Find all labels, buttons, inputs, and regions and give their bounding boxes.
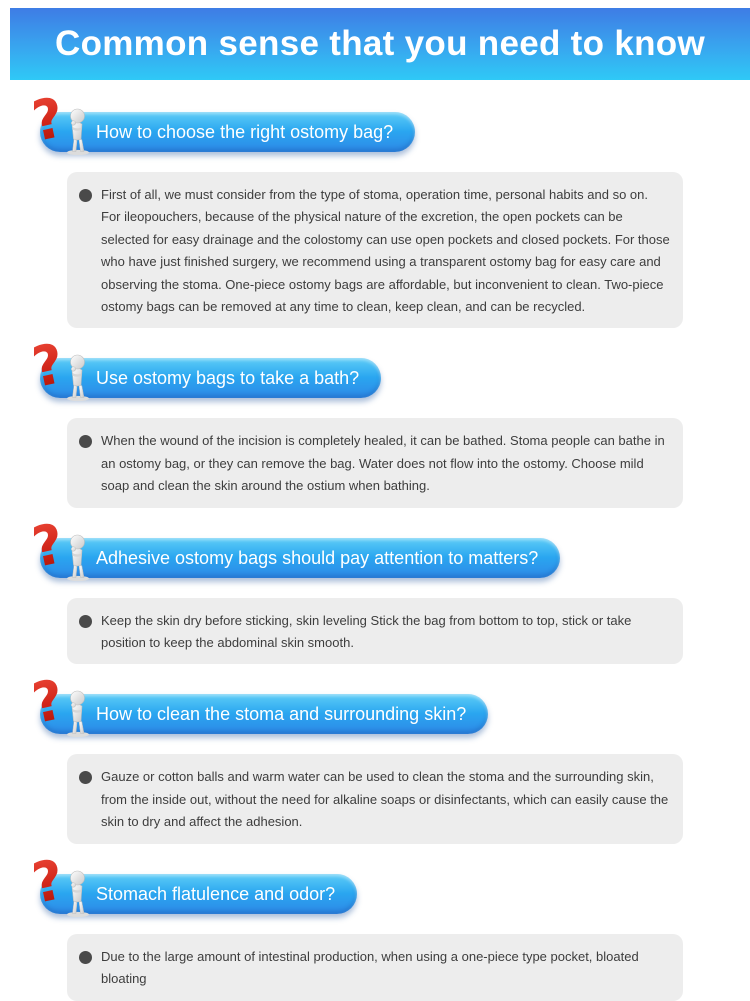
question-row — [40, 358, 750, 398]
question-row — [40, 694, 750, 734]
faq-section-2 — [40, 358, 750, 507]
question-text: How to clean the stoma and surrounding skin? — [96, 704, 467, 725]
answer-box — [67, 172, 683, 328]
question-row — [40, 874, 750, 914]
answer-box — [67, 754, 683, 843]
faq-section-1 — [40, 112, 750, 328]
question-mark-figure-icon — [34, 514, 94, 582]
question-banner — [40, 538, 560, 578]
question-mark-figure-icon — [34, 670, 94, 738]
faq-section-5 — [40, 874, 750, 1001]
page-header — [10, 8, 750, 80]
answer-box — [67, 934, 683, 1001]
question-text: Use ostomy bags to take a bath? — [96, 368, 360, 389]
question-banner — [40, 694, 488, 734]
faq-section-3 — [40, 538, 750, 665]
page-title: Common sense that you need to know — [55, 24, 705, 63]
answer-text: Keep the skin dry before sticking, skin leveling Stick the bag from bottom to top, stick or take position to keep the abdominal skin smooth. — [101, 612, 632, 651]
question-mark-figure-icon — [34, 850, 94, 918]
question-row — [40, 112, 750, 152]
question-banner — [40, 874, 357, 914]
faq-section-4 — [40, 694, 750, 843]
bullet-dot-icon — [79, 615, 92, 628]
answer-text: Gauze or cotton balls and warm water can be used to clean the stoma and the surrounding skin, from the inside out, without the need for alkaline soaps or disinfectants, which can easily cause the skin to dry and affect the adhesion. — [101, 769, 669, 830]
question-mark-figure-icon — [34, 334, 94, 402]
answer-text: When the wound of the incision is completely healed, it can be bathed. Stoma people can bathe in an ostomy bag, or they can remove the bag. Water does not flow into the ostomy. Choose mild soap and clean the skin around the ostium when bathing. — [101, 433, 665, 494]
bullet-dot-icon — [79, 435, 92, 448]
answer-box — [67, 598, 683, 665]
question-row — [40, 538, 750, 578]
answer-box — [67, 418, 683, 507]
question-banner — [40, 112, 415, 152]
question-text: How to choose the right ostomy bag? — [96, 122, 394, 142]
question-text: Adhesive ostomy bags should pay attention to matters? — [96, 547, 539, 568]
question-banner — [40, 358, 381, 398]
question-mark-figure-icon — [34, 88, 94, 156]
answer-text: First of all, we must consider from the type of stoma, operation time, personal habits and so on. For ileopouchers, because of the physical nature of the excretion, the open pockets can be selected for easy drainage and the colostomy can use open pockets and closed pockets. For those who have just finished surgery, we recommend using a transparent ostomy bag for easy care and observing the stoma. One-piece ostomy bags are affordable, but inconvenient to clean. Two-piece ostomy bags can be removed at any time to clean, keep clean, and can be recycled. — [101, 187, 670, 315]
bullet-dot-icon — [79, 189, 92, 202]
answer-text: Due to the large amount of intestinal production, when using a one-piece type pocket, bloated bloating — [101, 948, 639, 987]
bullet-dot-icon — [79, 771, 92, 784]
question-text: Stomach flatulence and odor? — [96, 883, 336, 904]
